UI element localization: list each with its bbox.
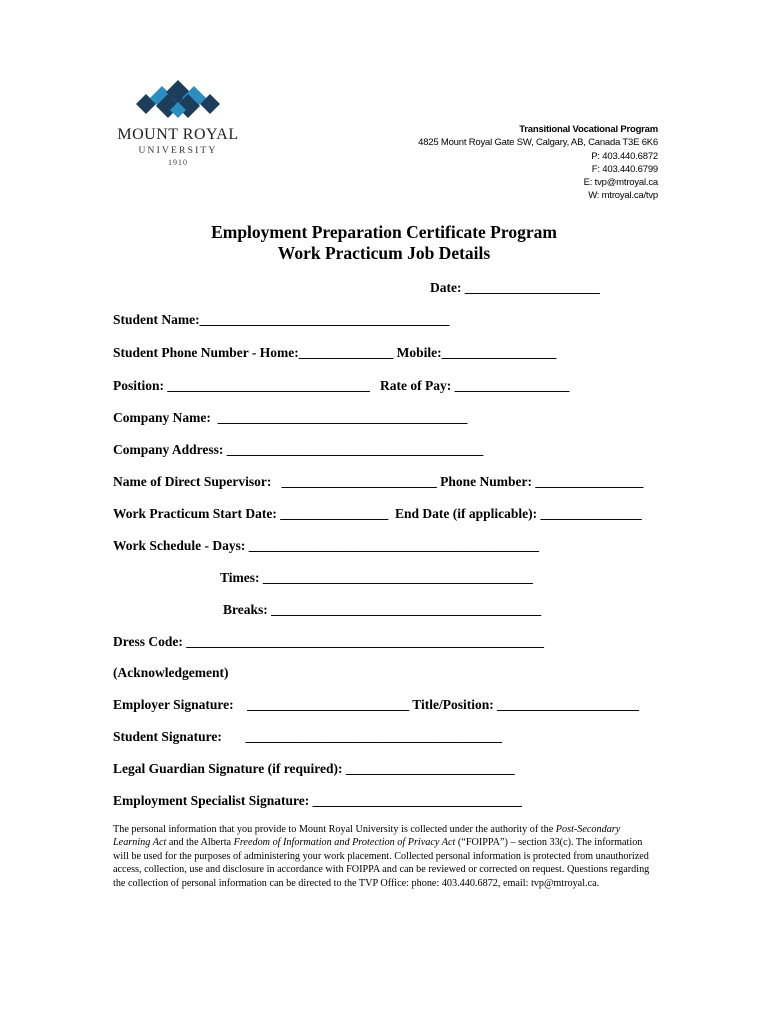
acknowledgement-heading: (Acknowledgement) <box>113 665 229 680</box>
privacy-notice <box>113 823 658 890</box>
employer-signature-field[interactable]: Employer Signature: ________________________ Title/Position: _____________________ <box>113 697 639 712</box>
supervisor-field[interactable]: Name of Direct Supervisor: _______________________ Phone Number: ________________ <box>113 474 644 489</box>
title-line-1: Employment Preparation Certificate Program <box>211 222 557 242</box>
logo-year: 1910 <box>168 158 188 167</box>
privacy-notice-text <box>113 823 658 890</box>
student-signature-field[interactable]: Student Signature: ______________________________________ <box>113 729 503 744</box>
contact-block <box>418 123 658 203</box>
notice-act-2: Freedom of Information and Protection of Privacy Act <box>233 837 456 849</box>
company-address-field[interactable]: Company Address: ______________________________________ <box>113 442 484 457</box>
notice-part-1: The personal information that you provide to Mount Royal University is collected under the authority of the <box>113 824 556 835</box>
company-name-field[interactable]: Company Name: _____________________________________ <box>113 410 468 425</box>
mountain-logo-icon <box>136 80 220 124</box>
guardian-signature-field[interactable]: Legal Guardian Signature (if required): _________________________ <box>113 761 515 776</box>
contact-phone: P: 403.440.6872 <box>591 150 658 162</box>
contact-web[interactable]: W: mtroyal.ca/tvp <box>588 190 658 202</box>
notice-part-3: (“FOIPPA”) – section 33(c). The information will be used for the purposes of administering your work placement. Collected personal information is protected from unauthorized access, collection, use and disclosure in accordance with FOIPPA and can be reviewed or corrected on request. Questions regarding the collection of personal information can be directed to the TVP Office: phone: 403.440.6872, email: tvp@mtroyal.ca. <box>113 837 650 889</box>
logo-university: UNIVERSITY <box>138 146 218 156</box>
mount-royal-logo <box>112 80 252 170</box>
contact-email[interactable]: E: tvp@mtroyal.ca <box>583 177 658 189</box>
logo-name: MOUNT ROYAL <box>117 126 239 143</box>
dress-code-field[interactable]: Dress Code: _____________________________________________________ <box>113 634 544 649</box>
contact-address: 4825 Mount Royal Gate SW, Calgary, AB, Canada T3E 6K6 <box>418 137 658 149</box>
student-phone-field[interactable]: Student Phone Number - Home:______________ Mobile:_________________ <box>113 345 557 360</box>
contact-fax: F: 403.440.6799 <box>591 163 658 175</box>
start-end-date-field[interactable]: Work Practicum Start Date: ________________ End Date (if applicable): _______________ <box>113 506 642 521</box>
schedule-times-field[interactable]: Times: ________________________________________ <box>220 570 533 585</box>
student-name-field[interactable]: Student Name:_____________________________________ <box>113 312 450 327</box>
notice-part-2: and the Alberta <box>166 837 234 849</box>
notice-act-1: Post-Secondary Learning Act <box>113 824 621 849</box>
schedule-days-field[interactable]: Work Schedule - Days: ___________________________________________ <box>113 538 540 553</box>
program-name: Transitional Vocational Program <box>519 124 658 135</box>
schedule-breaks-field[interactable]: Breaks: ________________________________________ <box>223 602 542 617</box>
form-title <box>0 222 770 264</box>
title-line-2: Work Practicum Job Details <box>277 243 491 263</box>
specialist-signature-field[interactable]: Employment Specialist Signature: _______________________________ <box>113 793 522 808</box>
date-field[interactable]: Date: ____________________ <box>430 280 600 295</box>
position-rate-field[interactable]: Position: ______________________________ Rate of Pay: _________________ <box>113 378 570 393</box>
